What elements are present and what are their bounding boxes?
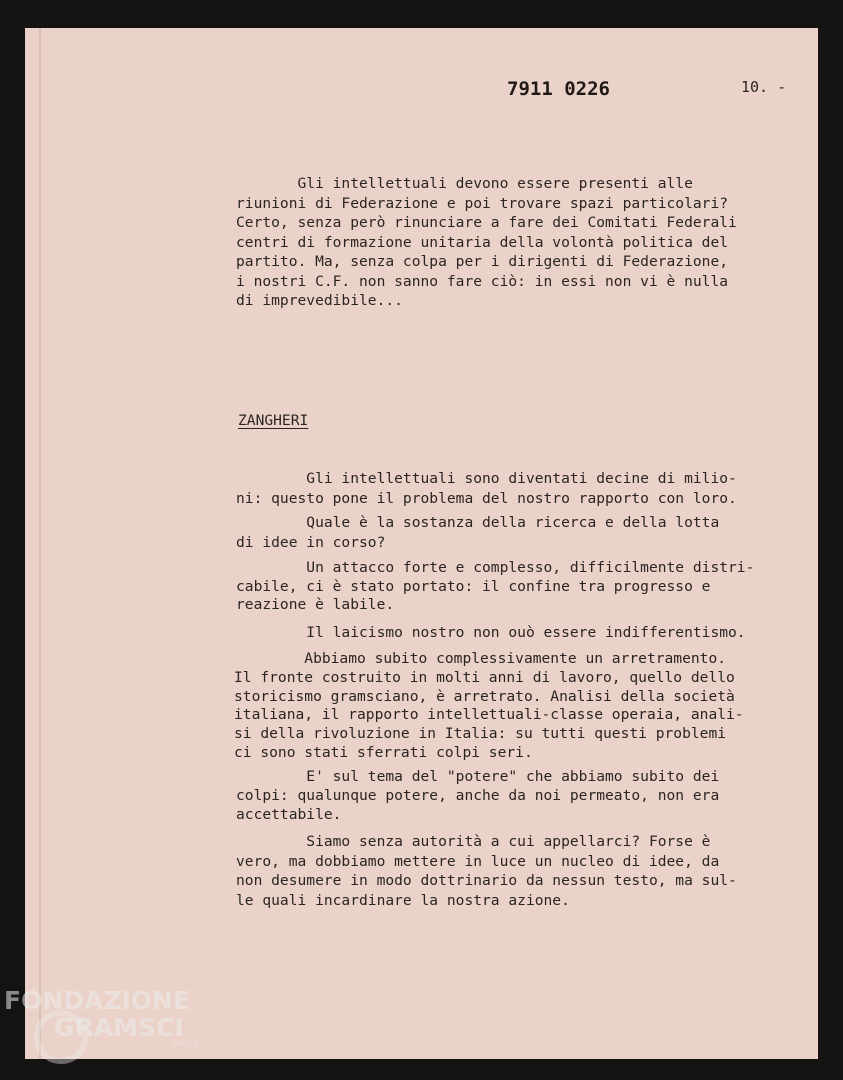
watermark-line-1: FONDAZIONE	[4, 986, 191, 1015]
paragraph-4: Il laicismo nostro non ouò essere indifferentismo.	[236, 624, 746, 641]
page-number: 10. -	[741, 78, 787, 96]
fondazione-gramsci-watermark	[4, 986, 199, 1049]
archive-number: 7911 0226	[507, 78, 610, 100]
watermark-line-3: onlus	[172, 1038, 199, 1049]
watermark-logo-circle	[34, 1010, 88, 1064]
speaker-heading: ZANGHERI	[238, 412, 309, 429]
paragraph-1: Gli intellettuali sono diventati decine di milio- ni: questo pone il problema del nostro rapporto con loro.	[236, 470, 737, 507]
paragraph-5: Abbiamo subito complessivamente un arretramento. Il fronte costruito in molti anni di lavoro, quello dello storicismo gramsciano, è arretrato. Analisi della società italiana, il rapporto intellettuali-classe operaia, anali- si della rivoluzione in Italia: su tutti questi problemi ci sono stati sferrati colpi seri.	[234, 650, 744, 761]
paragraph-6: E' sul tema del "potere" che abbiamo subito dei colpi: qualunque potere, anche da noi permeato, non era accettabile.	[236, 768, 720, 823]
watermark-line-2: GRAMSCI	[54, 1013, 184, 1042]
paragraph-3: Un attacco forte e complesso, difficilmente distri- cabile, ci è stato portato: il confine tra progresso e reazione è labile.	[236, 559, 755, 613]
paragraph-2: Quale è la sostanza della ricerca e della lotta di idee in corso?	[236, 514, 720, 551]
paragraph-7: Siamo senza autorità a cui appellarci? Forse è vero, ma dobbiamo mettere in luce un nucleo di idee, da non desumere in modo dottrinario da nessun testo, ma sul- le quali incardinare la nostra azione.	[236, 833, 737, 909]
document-page	[25, 28, 818, 1059]
binding-line	[39, 28, 41, 1059]
intro-paragraph: Gli intellettuali devono essere presenti alle riunioni di Federazione e poi trovare spazi particolari? Certo, senza però rinunciare a fare dei Comitati Federali centri di formazione unitaria della volontà politica del partito. Ma, senza colpa per i dirigenti di Federazione, i nostri C.F. non sanno fare ciò: in essi non vi è nulla di imprevedibile...	[236, 175, 737, 309]
